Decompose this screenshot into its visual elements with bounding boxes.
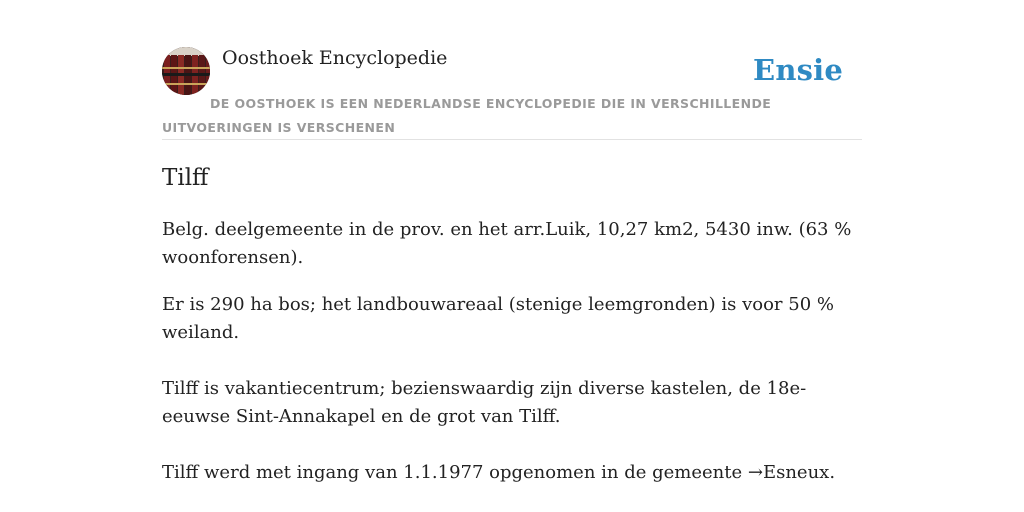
article-title: Tilff (162, 165, 209, 191)
source-title[interactable]: Oosthoek Encyclopedie (222, 47, 448, 69)
article-paragraph: Tilff is vakantiecentrum; bezienswaardig zijn diverse kastelen, de 18e-eeuwse Sint-Annakapel en de grot van Tilff. (162, 378, 807, 427)
source-header (162, 46, 862, 140)
article-paragraph: Er is 290 ha bos; het landbouwareaal (stenige leemgronden) is voor 50 % weiland. (162, 294, 834, 343)
paragraph-end: . (829, 462, 836, 483)
book-spines-icon (162, 47, 210, 95)
source-avatar[interactable] (162, 47, 210, 95)
paragraph-text: Tilff werd met ingang van 1.1.1977 opgenomen in de gemeente (162, 462, 748, 483)
article-paragraph (162, 459, 867, 487)
ensie-logo[interactable]: Ensie (753, 53, 843, 87)
esneux-link[interactable]: →Esneux (747, 462, 830, 483)
article-paragraph: Belg. deelgemeente in de prov. en het arr.Luik, 10,27 km2, 5430 inw. (63 % woonforensen). (162, 219, 852, 268)
article (162, 160, 867, 487)
source-description: DE OOSTHOEK IS EEN NEDERLANDSE ENCYCLOPEDIE DIE IN VERSCHILLENDE UITVOERINGEN IS VERSCHENEN (162, 96, 772, 135)
